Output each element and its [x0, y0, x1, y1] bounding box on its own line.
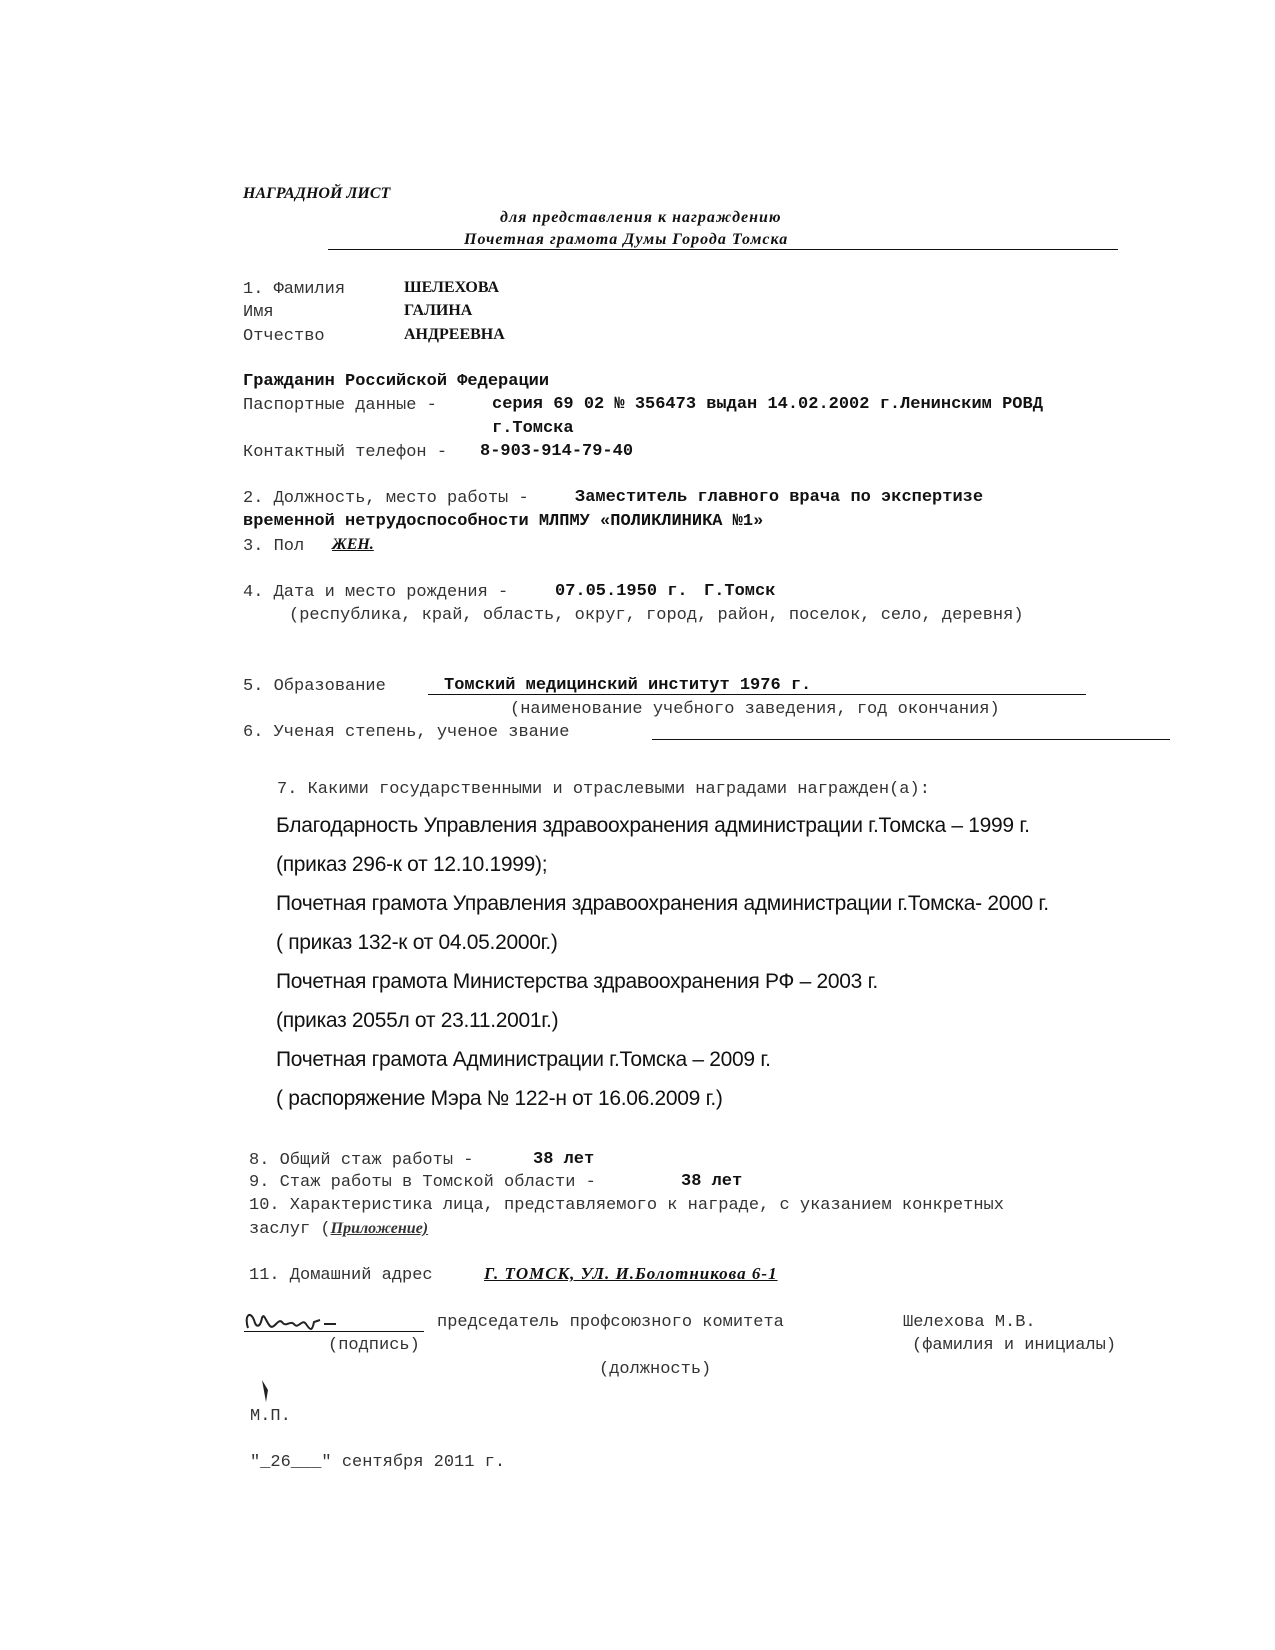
- name-value: ГАЛИНА: [404, 302, 473, 319]
- position-hint: (должность): [599, 1360, 712, 1379]
- gender-label: 3. Пол: [243, 537, 305, 556]
- total-experience-value: 38 лет: [533, 1150, 595, 1169]
- document-date: "_26___" сентября 2011 г.: [250, 1453, 506, 1472]
- education-hint: (наименование учебного заведения, год окончания): [510, 700, 1000, 719]
- patronymic-value: АНДРЕЕВНА: [404, 326, 505, 343]
- position-value-line1: Заместитель главного врача по экспертизе: [575, 488, 984, 507]
- stamp-label: М.П.: [250, 1407, 291, 1426]
- education-value: Томский медицинский институт 1976 г.: [444, 676, 812, 695]
- address-value: Г. ТОМСК, УЛ. И.Болотникова 6-1: [484, 1264, 778, 1283]
- awards-label: 7. Какими государственными и отраслевыми наградами награжден(а):: [277, 780, 930, 799]
- birth-place: Г.Томск: [704, 582, 776, 601]
- phone-value: 8-903-914-79-40: [480, 442, 634, 461]
- education-underline: [428, 694, 1086, 695]
- birth-hint: (республика, край, область, округ, город, район, поселок, село, деревня): [289, 606, 1024, 625]
- patronymic-label: Отчество: [243, 327, 325, 346]
- surname-label: 1. Фамилия: [243, 280, 346, 299]
- passport-value-line2: г.Томска: [492, 419, 574, 438]
- characteristic-prefix: заслуг (: [249, 1220, 331, 1239]
- name-label: Имя: [243, 303, 274, 322]
- award-line: Почетная грамота Министерства здравоохранения РФ – 2003 г.: [276, 970, 878, 993]
- award-name-underline: [328, 249, 1118, 250]
- address-label: 11. Домашний адрес: [249, 1266, 433, 1285]
- region-experience-label: 9. Стаж работы в Томской области -: [249, 1173, 596, 1192]
- birth-date: 07.05.1950 г.: [555, 582, 688, 601]
- document-subtitle: для представления к награждению: [500, 209, 782, 226]
- total-experience-label: 8. Общий стаж работы -: [249, 1151, 474, 1170]
- characteristic-line1: 10. Характеристика лица, представляемого к награде, с указанием конкретных: [249, 1196, 1004, 1215]
- degree-label: 6. Ученая степень, ученое звание: [243, 723, 570, 742]
- position-value-line2: временной нетрудоспособности МЛПМУ «ПОЛИКЛИНИКА №1»: [243, 512, 764, 531]
- signer-position: председатель профсоюзного комитета: [437, 1313, 784, 1332]
- region-experience-value: 38 лет: [681, 1172, 743, 1191]
- position-label: 2. Должность, место работы -: [243, 489, 529, 508]
- stamp-mark-icon: [258, 1378, 272, 1406]
- award-line: ( приказ 132-к от 04.05.2000г.): [276, 931, 558, 954]
- award-line: Благодарность Управления здравоохранения администрации г.Томска – 1999 г.: [276, 814, 1030, 837]
- signer-name: Шелехова М.В.: [903, 1313, 1036, 1332]
- award-name: Почетная грамота Думы Города Томска: [464, 231, 789, 248]
- characteristic-line2: [249, 1220, 428, 1239]
- award-line: ( распоряжение Мэра № 122-н от 16.06.2009 г.): [276, 1087, 723, 1110]
- award-line: (приказ 2055л от 23.11.2001г.): [276, 1009, 559, 1032]
- gender-value: ЖЕН.: [332, 536, 374, 553]
- education-label: 5. Образование: [243, 677, 386, 696]
- phone-label: Контактный телефон -: [243, 443, 448, 462]
- award-line: Почетная грамота Администрации г.Томска – 2009 г.: [276, 1048, 771, 1071]
- signature-hint: (подпись): [328, 1336, 420, 1355]
- name-hint: (фамилия и инициалы): [912, 1336, 1117, 1355]
- passport-value-line1: серия 69 02 № 356473 выдан 14.02.2002 г.Ленинским РОВД: [492, 395, 1043, 414]
- citizenship: Гражданин Российской Федерации: [243, 372, 550, 391]
- birth-label: 4. Дата и место рождения -: [243, 583, 509, 602]
- appendix-link[interactable]: Приложение): [330, 1220, 429, 1237]
- surname-value: ШЕЛЕХОВА: [404, 279, 500, 296]
- document-title: НАГРАДНОЙ ЛИСТ: [243, 185, 391, 202]
- signature-line: [244, 1331, 424, 1332]
- award-line: Почетная грамота Управления здравоохранения администрации г.Томска- 2000 г.: [276, 892, 1049, 915]
- degree-blank-line: [652, 739, 1170, 740]
- passport-label: Паспортные данные -: [243, 396, 437, 415]
- award-line: (приказ 296-к от 12.10.1999);: [276, 853, 548, 876]
